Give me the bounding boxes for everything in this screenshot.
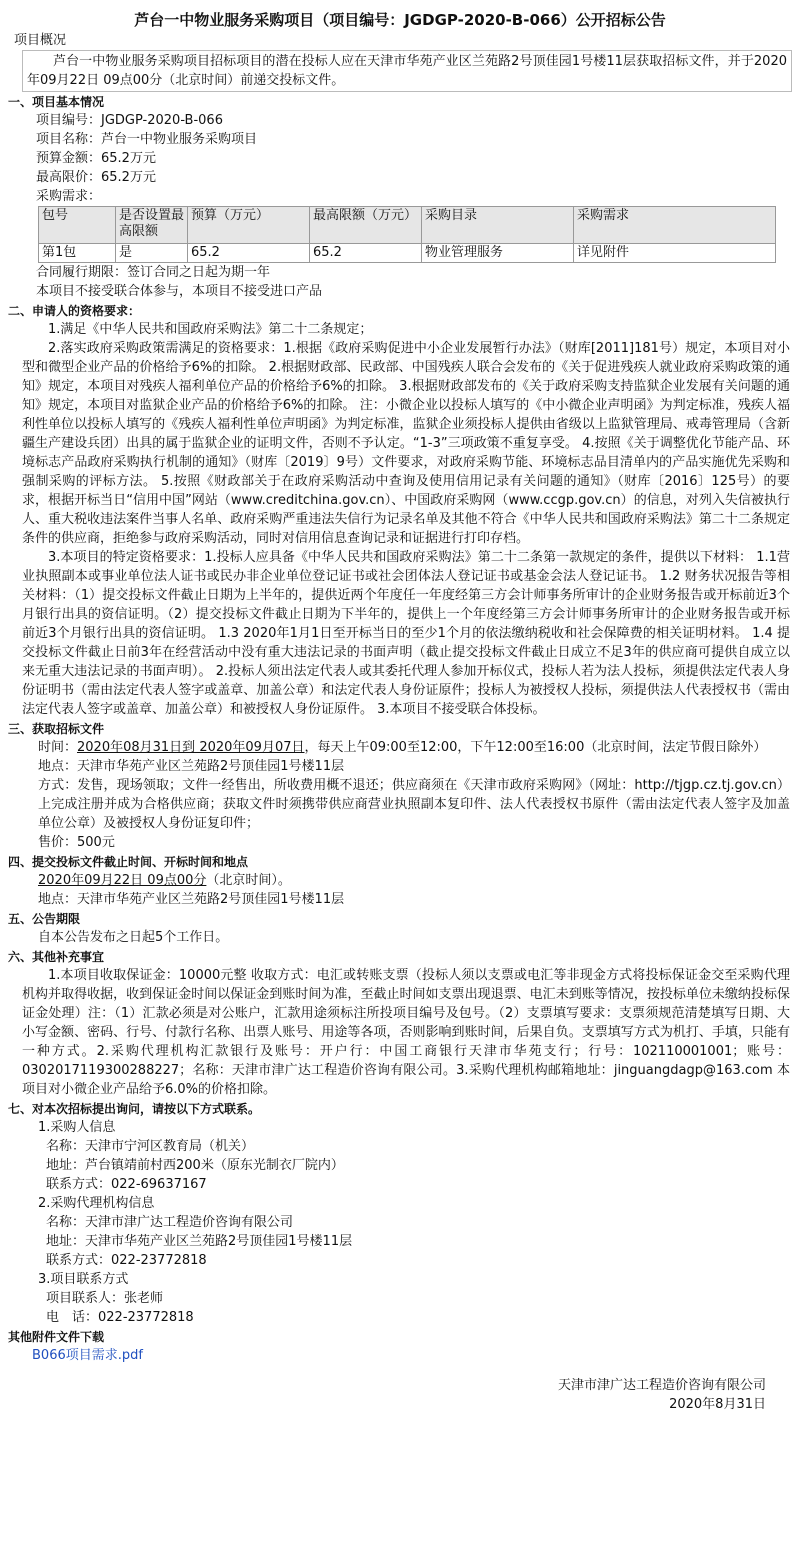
agency-address: 地址：天津市华苑产业区兰苑路2号顶佳园1号楼11层 — [46, 1234, 353, 1249]
supplementary-text: 1.本项目收取保证金：10000元整 收取方式：电汇或转账支票（投标人须以支票或电汇等非现金方式将投标保证金交至采购代理机构并取得收据，收到保证金时间以保证金到账时间为准，至截止时间如支票出现退票、电汇未到账等情况，按投标单位未缴纳投标保证金处理）注：（1）汇款必须是对公账户，汇款用途须标注所投项目编号及包号。（2）支票填写要求：支票须规范清楚填写日期、大小写金额、密码、行号、付款行名称、出票人账号、用途等各项，否则影响到账时间，后果自负。支票填写方式为机打、手填，只能有一种方式。2.采购代理机构汇款银行及账号：开户行：中国工商银行天津市华苑支行；行号：102110001001；账号：0302017119300288227；名称：天津市津广达工程造价咨询有限公司。3.采购代理机构邮箱地址：jinguangdagp@163.com 本项目对小微企业产品给予6.0%的价格扣除。 — [22, 968, 790, 1097]
max-price: 最高限价：65.2万元 — [36, 170, 156, 185]
table-header-cell: 预算（万元） — [188, 207, 310, 244]
overview-label: 项目概况 — [14, 33, 67, 48]
table-header-row — [39, 207, 776, 244]
purchaser-address: 地址：芦台镇靖前村西200米（原东光制衣厂院内） — [46, 1158, 344, 1173]
table-header-cell: 采购目录 — [422, 207, 574, 244]
section-2-heading: 二、申请人的资格要求： — [8, 304, 141, 318]
attachment-link[interactable]: B066项目需求.pdf — [32, 1348, 143, 1363]
qualification-1: 1.满足《中华人民共和国政府采购法》第二十二条规定； — [48, 322, 373, 337]
deadline-place: 地点：天津市华苑产业区兰苑路2号顶佳园1号楼11层 — [38, 892, 345, 907]
obtain-price: 售价：500元 — [38, 835, 115, 850]
table-header-cell: 是否设置最高限额 — [116, 207, 188, 244]
section-6-heading: 六、其他补充事宜 — [8, 950, 105, 964]
qualification-3: 3.本项目的特定资格要求：1.投标人应具备《中华人民共和国政府采购法》第二十二条第一款规定的条件，提供以下材料： 1.1营业执照副本或事业单位法人证书或民办非企业单位登记证书或社会团体法人登记证书或基金会法人登记证书。 1.2 财务状况报告等相关材料：（1）提交投标文件截止日期为上半年的，提供近两个年度任一年度经第三方会计师事务所审计的企业财务报告或开标前近3个月银行出具的资信证明。（2）提交投标文件截止日期为下半年的，提供上一个年度经第三方会计师事务所审计的企业财务报告或开标前近3个月银行出具的资信证明。 1.3 2020年1月1日至开标当日的至少1个月的依法缴纳税收和社会保障费的相关证明材料。 1.4 提交投标文件截止日前3年在经营活动中没有重大违法记录的书面声明（截止提交投标文件截止日成立不足3年的供应商可提供自成立以来无重大违法记录的书面声明）。 2.投标人须出法定代表人或其委托代理人参加开标仪式，投标人若为法人投标，须提供法定代表人身份证明书（需由法定代表人签字或盖章、加盖公章）和法定代表人身份证原件；投标人为被授权人投标，须提供法人代表授权书（需由法定代表人签字或盖章、加盖公章）和被授权人身份证原件。 3.本项目不接受联合体投标。 — [22, 550, 790, 717]
consortium-note: 本项目不接受联合体参与，本项目不接受进口产品 — [36, 284, 323, 299]
obtain-time-rest: ，每天上午09:00至12:00，下午12:00至16:00（北京时间，法定节假日除外） — [304, 740, 767, 755]
section-4-heading: 四、提交投标文件截止时间、开标时间和地点 — [8, 855, 249, 869]
notice-period: 自本公告发布之日起5个工作日。 — [38, 930, 229, 945]
deadline-time — [8, 871, 792, 890]
contract-period: 合同履行期限：签订合同之日起为期一年 — [36, 265, 271, 280]
section-1-heading: 一、项目基本情况 — [8, 95, 105, 109]
table-header-cell: 采购需求 — [574, 207, 776, 244]
procurement-table — [38, 206, 776, 263]
table-header-cell: 最高限额（万元） — [310, 207, 422, 244]
contact-title: 3.项目联系方式 — [38, 1272, 129, 1287]
table-cell: 详见附件 — [574, 244, 776, 263]
agency-name: 名称：天津市津广达工程造价咨询有限公司 — [46, 1215, 294, 1230]
table-cell: 65.2 — [310, 244, 422, 263]
table-cell: 第1包 — [39, 244, 116, 263]
procurement-demand-label: 采购需求： — [36, 189, 102, 204]
table-cell: 是 — [116, 244, 188, 263]
qualification-2: 2.落实政府采购政策需满足的资格要求：1.根据《政府采购促进中小企业发展暂行办法》（财库[2011]181号）规定，本项目对小型和微型企业产品的价格给予6%的扣除。 2.根据财政部、民政部、中国残疾人联合会发布的《关于促进残疾人就业政府采购政策的通知》规定，本项目对残疾人福利单位产品的价格给予6%的扣除。 3.根据财政部发布的《关于政府采购支持监狱企业发展有关问题的通知》规定，本项目对监狱企业产品的价格给予6%的扣除。 注：小微企业以投标人填写的《中小微企业声明函》为判定标准，残疾人福利性单位以投标人填写的《残疾人福利性单位声明函》为判定标准，监狱企业须投标人提供由省级以上监狱管理局、戒毒管理局（含新疆生产建设兵团）出具的属于监狱企业的证明文件，否则不予认定。“1-3”三项政策不重复享受。 4.按照《关于调整优化节能产品、环境标志产品政府采购执行机制的通知》（财库〔2019〕9号）文件要求，对政府采购节能、环境标志品目清单内的产品实施优先采购和强制采购的评标方法。 5.按照《财政部关于在政府采购活动中查询及使用信用记录有关问题的通知》（财库〔2016〕125号）的要求，根据开标当日“信用中国”网站（www.creditchina.gov.cn）、中国政府采购网（www.ccgp.gov.cn）的信息，对列入失信被执行人、重大税收违法案件当事人名单、政府采购严重违法失信行为记录名单及其他不符合《中华人民共和国政府采购法》第二十二条规定条件的供应商，拒绝参与政府采购活动，同时对信用信息查询记录和证据进行打印存档。 — [22, 341, 790, 546]
signature-date: 2020年8月31日 — [669, 1397, 766, 1412]
contact-person: 项目联系人：张老师 — [46, 1291, 164, 1306]
section-7-heading: 七、对本次招标提出询问，请按以下方式联系。 — [8, 1102, 261, 1116]
obtain-place: 地点：天津市华苑产业区兰苑路2号顶佳园1号楼11层 — [38, 759, 345, 774]
contact-phone: 电 话：022-23772818 — [46, 1310, 194, 1325]
attachments-heading: 其他附件文件下载 — [8, 1330, 105, 1344]
deadline-time-value: 2020年09月22日 09点00分 — [38, 873, 207, 888]
budget-amount: 预算金额：65.2万元 — [36, 151, 156, 166]
agency-phone: 联系方式：022-23772818 — [46, 1253, 207, 1268]
table-row — [39, 244, 776, 263]
obtain-time — [8, 738, 792, 757]
deadline-time-rest: （北京时间）。 — [206, 873, 291, 888]
purchaser-phone: 联系方式：022-69637167 — [46, 1177, 207, 1192]
purchaser-title: 1.采购人信息 — [38, 1120, 116, 1135]
obtain-time-label: 时间： — [38, 740, 78, 755]
section-5-heading: 五、公告期限 — [8, 912, 81, 926]
table-cell: 物业管理服务 — [422, 244, 574, 263]
obtain-time-range: 2020年08月31日到 2020年09月07日 — [77, 740, 305, 755]
overview-text: 芦台一中物业服务采购项目招标项目的潜在投标人应在天津市华苑产业区兰苑路2号顶佳园1号楼11层获取招标文件，并于2020年09月22日 09点00分（北京时间）前递交投标文件。 — [22, 50, 792, 92]
project-number: 项目编号：JGDGP-2020-B-066 — [36, 113, 223, 128]
obtain-method: 方式：发售，现场领取；文件一经售出，所收费用概不退还；供应商须在《天津市政府采购网》（网址：http://tjgp.cz.tj.gov.cn）上完成注册并成为合格供应商；获取文件时须携带供应商营业执照副本复印件、法人代表授权书原件（需由法定代表人签字及加盖单位公章）及被授权人身份证复印件； — [38, 778, 790, 831]
page-title: 芦台一中物业服务采购项目（项目编号：JGDGP-2020-B-066）公开招标公告 — [134, 11, 666, 29]
announcement-page — [8, 0, 792, 1414]
table-header-cell: 包号 — [39, 207, 116, 244]
table-cell: 65.2 — [188, 244, 310, 263]
signature-org: 天津市津广达工程造价咨询有限公司 — [557, 1378, 766, 1393]
section-3-heading: 三、获取招标文件 — [8, 722, 105, 736]
agency-title: 2.采购代理机构信息 — [38, 1196, 155, 1211]
project-name: 项目名称：芦台一中物业服务采购项目 — [36, 132, 258, 147]
purchaser-name: 名称：天津市宁河区教育局（机关） — [46, 1139, 255, 1154]
